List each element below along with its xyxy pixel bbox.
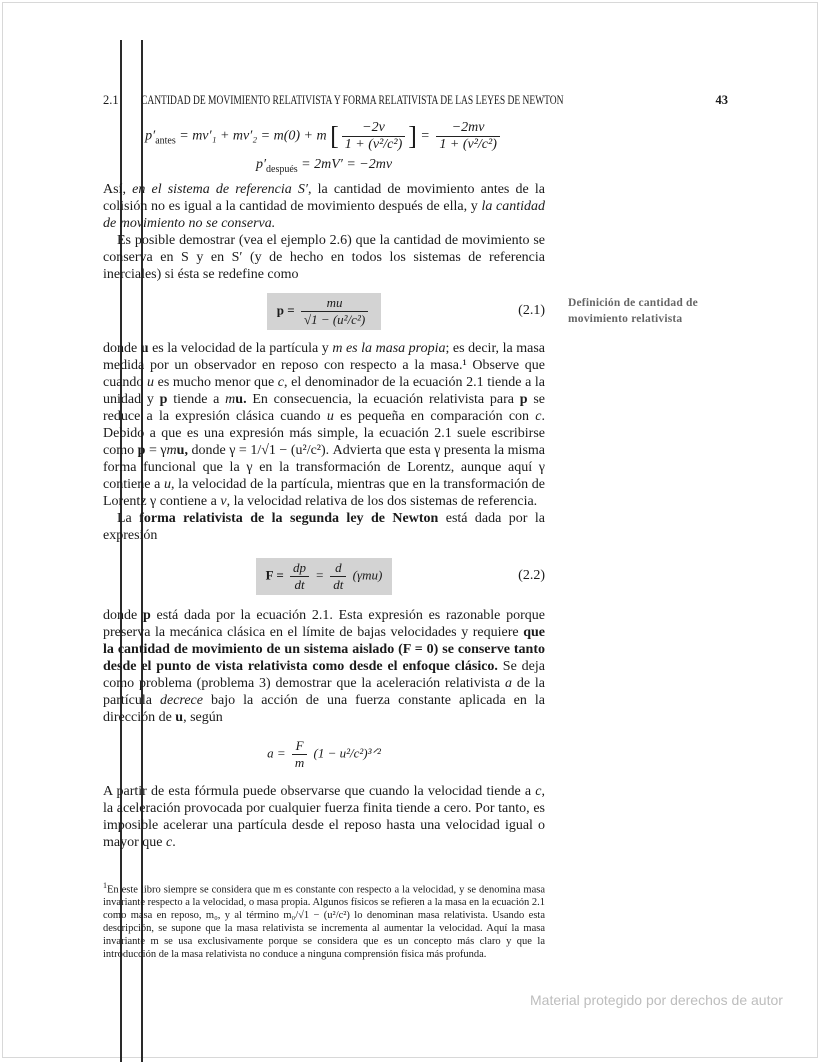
text-run: v (220, 493, 227, 509)
text-run: está dada por la ecuación 2.1. Esta expresión es razonable porque preserva la mecánica clásica en el límite de bajas velocidades y requiere (103, 607, 545, 640)
text-run: se reduce a la expresión clásica cuando (103, 391, 546, 424)
section-number: 2.1 (103, 93, 119, 107)
equation-highlight: F = $\frac{dp}{dt}$ = $\frac{d}{dt}$ (γmu) (256, 558, 393, 595)
footnote-marker: 1 (103, 880, 107, 890)
text-run: p (159, 391, 168, 407)
text-run: p (142, 607, 151, 623)
paragraph (103, 181, 545, 232)
text-run: donde γ = 1/√1 − (u²/c²). Advierta que esta γ presenta la misma forma funcional que la γ en la transformación de Lorentz, aunque aquí γ contiene a (103, 442, 545, 492)
margin-note: Definición de cantidad de movimiento relativista (568, 297, 698, 326)
running-header (103, 93, 728, 109)
text-run: p (519, 391, 528, 407)
equation-number: (2.1) (518, 303, 545, 319)
text-run: , la velocidad de la partícula, mientras que en la transformación de Lorentz γ contiene a (103, 476, 545, 509)
equation-number: (2.2) (518, 568, 545, 584)
text-run: es mucho menor que (154, 374, 278, 390)
text-run: = γ (145, 442, 167, 458)
text-run: c (535, 783, 542, 799)
text-run: p (137, 442, 146, 458)
paragraph (103, 232, 545, 283)
footnote-text: En este libro siempre se considera que m es constante con respecto a la velocidad, y se denomina masa invariante respecto a la velocidad, o masa propia. Algunos físicos se refieren a la masa en la ecuación 2.1 como masa en reposo, m₀, y al término m₀/√1 − (u²/c²) lo denominan masa relativista. Usando esta descripción, se supone que la masa relativista se incrementa al aumentar la velocidad. Aquí la masa invariante m se usa exclusivamente porque se considera que es un concepto más claro y que la introducción de la masa relativista no conduce a ninguna comprensión física más profunda. (103, 884, 545, 961)
equation-2-2 (103, 558, 545, 595)
equation-p-despues: $p'_{después} = 2mV' = -2mv$ (255, 157, 393, 175)
text-run: forma relativista de la segunda ley de Newton (139, 510, 439, 526)
text-run: La (117, 510, 140, 526)
text-run: , según (183, 709, 223, 725)
copyright-watermark: Material protegido por derechos de autor (530, 992, 783, 1008)
text-run: es la velocidad de la partícula y (148, 340, 333, 356)
text-run: Así, (103, 181, 133, 197)
text-run: que la cantidad de movimiento de un sistema aislado (F = 0) se conserve tanto desde el punto de vista relativista como desde el enfoque clásico. (103, 624, 545, 674)
text-run: u (140, 340, 149, 356)
main-text-column (103, 118, 698, 961)
text-run: u (147, 374, 155, 390)
text-run: u (164, 476, 171, 492)
text-run: tiende a (167, 391, 226, 407)
equation-highlight: p = $\frac{mu}{\text{√1 − (u²/c²)}}$ (267, 293, 381, 330)
paragraph (103, 510, 545, 544)
text-run: u (175, 709, 184, 725)
text-run: Se deja como problema (problema 3) demostrar que la aceleración relativista (103, 658, 545, 691)
section-title: CANTIDAD DE MOVIMIENTO RELATIVISTA Y FORMA RELATIVISTA DE LAS LEYES DE NEWTON (141, 93, 564, 107)
paragraph (103, 607, 545, 726)
equation-p-antes: $p'_{antes} = mv'_1 + mv'_2 = m(0) + m$ [ $\frac{-2v}{\text{1 + (v²/c²)}}$ ] = $\frac{-2mv}{\text{1 + (v²/c²)}}$ (103, 120, 545, 153)
text-run: es pequeña en comparación con (333, 408, 536, 424)
text-run: está dada por la expresión (103, 510, 545, 543)
text-run: m (225, 391, 236, 407)
paragraph (103, 783, 545, 851)
text-run: u, (176, 442, 188, 458)
text-run: donde (103, 340, 141, 356)
text-run: u (326, 408, 334, 424)
text-run: Es posible demostrar (vea el ejemplo 2.6) que la cantidad de movimiento se conserva en S y en S′ (y de hecho en todos los sistemas de referencia inerciales) si ésta se redefine como (103, 232, 545, 282)
text-run: c (535, 408, 542, 424)
text-run: en el sistema de referencia S′ (132, 181, 308, 197)
text-run: , la velocidad relativa de los dos sistemas de referencia. (226, 493, 538, 509)
text-run: u. (235, 391, 247, 407)
equation-acceleration: a = $\frac{F}{m}$ (1 − u²/c²)³ᐟ² (267, 737, 381, 770)
text-run: En consecuencia, la ecuación relativista para (246, 391, 520, 407)
text-run: , la cantidad de movimiento antes de la colisión no es igual a la cantidad de movimiento después de ella, y (103, 181, 545, 214)
text-run: la cantidad de movimiento no se conserva. (103, 198, 545, 231)
text-run: ; es decir, la masa medida por un observador en reposo con respecto a la masa.¹ Observe que cuando (103, 340, 545, 390)
text-run: c (277, 374, 285, 390)
equation-2-1 (103, 293, 698, 330)
text-run: a (504, 675, 512, 691)
text-run: c (165, 834, 173, 850)
text-run: . (172, 834, 176, 850)
text-run: m (166, 442, 177, 458)
text-run: de la partícula (103, 675, 545, 708)
page-number: 43 (715, 93, 728, 107)
paragraph (103, 340, 545, 510)
text-run: . Debido a que es una expresión más simple, la ecuación 2.1 suele escribirse como (103, 408, 545, 458)
text-run: donde (103, 607, 143, 623)
text-run: decrece (159, 692, 203, 708)
text-run: , el denominador de la ecuación 2.1 tiende a la unidad y (103, 374, 545, 407)
text-run: A partir de esta fórmula puede observarse que cuando la velocidad tiende a (103, 783, 536, 799)
footnote (103, 879, 545, 962)
text-run: , la aceleración provocada por cualquier fuerza finita tiende a cero. Por tanto, es imposible acelerar una partícula desde el reposo hasta una velocidad igual o mayor que (103, 783, 545, 850)
text-run: bajo la acción de una fuerza constante aplicada en la dirección de (103, 692, 545, 725)
text-run: m es la masa propia (332, 340, 446, 356)
